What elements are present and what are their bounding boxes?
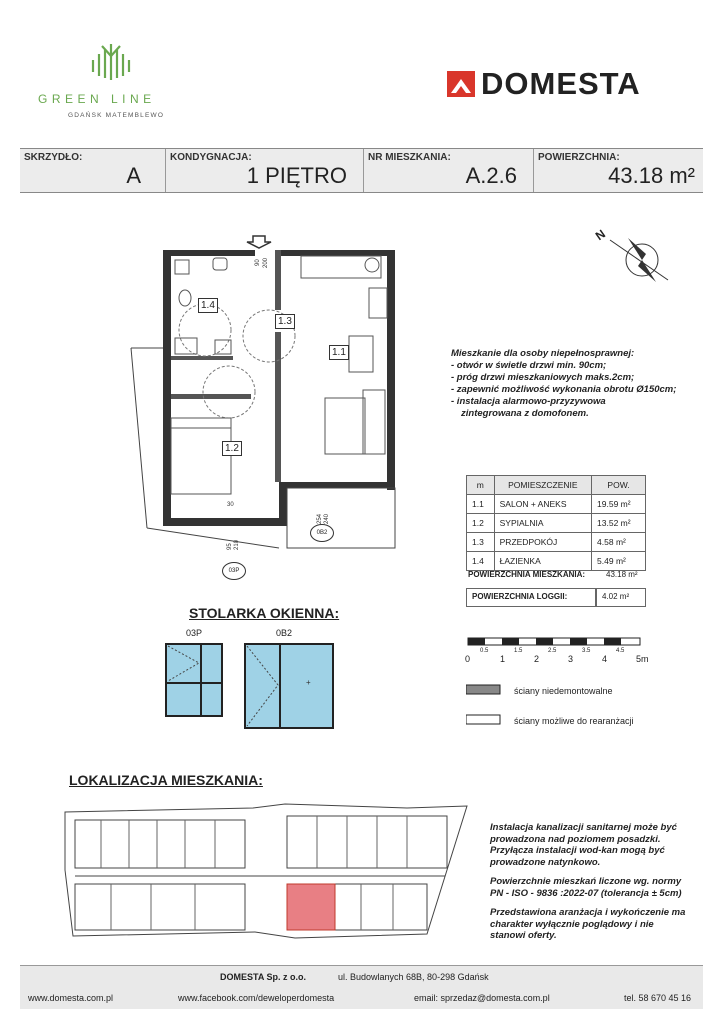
dim-balcony-door-width: 254 — [317, 513, 323, 524]
tag-03p: 03P — [222, 562, 246, 580]
room-label-1-1: 1.1 — [329, 345, 349, 360]
note-line: zintegrowana z domofonem. — [461, 408, 589, 419]
scale-tick-minor: 0.5 — [480, 648, 489, 654]
area-label: POWIERZCHNIA: — [538, 152, 620, 163]
scale-tick-minor: 3.5 — [582, 648, 591, 654]
table-row — [467, 552, 646, 571]
note-line: - próg drzwi mieszkaniowych maks.2cm; — [451, 372, 635, 383]
scale-tick: 2 — [534, 654, 540, 664]
highlighted-apartment — [287, 884, 335, 930]
floor-label: KONDYGNACJA: — [170, 152, 252, 163]
table-row — [467, 495, 646, 514]
dim-balcony-door-height: 240 — [324, 513, 330, 524]
footer-email-link[interactable]: email: sprzedaz@domesta.com.pl — [414, 993, 550, 1003]
note-line: - zapewnić możliwość wykonania obrotu Ø150cm; — [451, 384, 677, 395]
floor-plan — [125, 228, 415, 590]
location-plan — [55, 800, 475, 950]
disclaimer-line: Instalacja kanalizacji sanitarnej może być — [490, 822, 677, 833]
footer-address: ul. Budowlanych 68B, 80-298 Gdańsk — [338, 972, 489, 982]
disclaimer-line: Przyłącza instalacji wod-kan mogą być — [490, 845, 665, 856]
note-line: - otwór w świetle drzwi min. 90cm; — [451, 360, 607, 371]
apartment-number-value: A.2.6 — [465, 163, 517, 188]
tag-0b2: 0B2 — [310, 524, 334, 542]
room-no: 1.2 — [467, 514, 495, 533]
disclaimer-line: stanowi oferty. — [490, 930, 557, 941]
room-no: 1.3 — [467, 533, 495, 552]
disclaimer-line: prowadzona nad poziomem posadzki. — [490, 833, 661, 845]
disclaimer-line: Powierzchnie mieszkań liczone wg. normy — [490, 876, 682, 887]
scale-bar — [466, 636, 656, 670]
dim-window-height: 210 — [234, 539, 240, 550]
dim-window-width: 95 — [227, 543, 233, 550]
legend-removable-wall-label: ściany możliwe do rearanżacji — [514, 716, 634, 726]
window-0b2-drawing — [244, 643, 334, 729]
header-area: POW. — [592, 476, 646, 495]
table-row — [467, 533, 646, 552]
room-name: PRZEDPOKÓJ — [494, 533, 591, 552]
loggia-area-value: 4.02 m² — [596, 588, 646, 607]
dim-door-height: 200 — [263, 257, 269, 268]
footer — [20, 965, 703, 1009]
window-03p-label: 03P — [186, 628, 203, 638]
wing-cell — [20, 149, 166, 192]
rooms-table — [466, 475, 646, 571]
disclaimer-line: PN - ISO - 9836 :2022-07 (tolerancja ± 5cm) — [490, 887, 682, 899]
location-title: LOKALIZACJA MIESZKANIA: — [69, 772, 263, 788]
apartment-number-cell — [364, 149, 534, 192]
window-03p-drawing — [165, 643, 223, 717]
greenline-brand: GREEN LINE — [38, 92, 156, 106]
room-label-1-3: 1.3 — [275, 314, 295, 329]
note-line: - instalacja alarmowo-przyzywowa — [451, 396, 606, 407]
scale-tick: 1 — [500, 654, 506, 664]
room-area: 5.49 m² — [592, 552, 646, 571]
accessibility-note — [451, 348, 691, 420]
room-area: 13.52 m² — [592, 514, 646, 533]
room-area: 4.58 m² — [592, 533, 646, 552]
room-no: 1.1 — [467, 495, 495, 514]
legend-removable-wall-icon — [466, 714, 502, 726]
footer-facebook-link[interactable]: www.facebook.com/deweloperdomesta — [178, 993, 335, 1003]
area-cell — [534, 149, 703, 192]
disclaimer-line: charakter wyłącznie poglądowy i nie — [490, 918, 654, 930]
domesta-brand: DOMESTA — [481, 66, 641, 101]
header-no: m — [467, 476, 495, 495]
footer-company: DOMESTA Sp. z o.o. — [220, 972, 306, 982]
total-area-label: POWIERZCHNIA MIESZKANIA: — [468, 570, 586, 579]
room-name: ŁAZIENKA — [494, 552, 591, 571]
loggia-area-label: POWIERZCHNIA LOGGII: — [466, 588, 596, 607]
disclaimer — [490, 822, 710, 942]
table-row — [467, 514, 646, 533]
scale-tick: 3 — [568, 654, 574, 664]
svg-text:+: + — [306, 678, 311, 687]
apartment-number-label: NR MIESZKANIA: — [368, 152, 451, 163]
windows-title: STOLARKA OKIENNA: — [189, 605, 340, 621]
wing-label: SKRZYDŁO: — [24, 152, 83, 163]
disclaimer-line: prowadzone natynkowo. — [490, 856, 601, 868]
floor-value: 1 PIĘTRO — [246, 163, 347, 188]
domesta-logo — [447, 68, 641, 99]
scale-tick-minor: 1.5 — [514, 648, 523, 654]
legend-solid-wall-icon — [466, 684, 502, 696]
disclaimer-line: Przedstawiona aranżacja i wykończenie ma — [490, 907, 686, 918]
apartment-info-bar — [20, 148, 703, 193]
footer-phone: tel. 58 670 45 16 — [624, 993, 692, 1003]
footer-website-link[interactable]: www.domesta.com.pl — [28, 993, 114, 1003]
room-label-1-4: 1.4 — [198, 298, 218, 313]
room-label-1-2: 1.2 — [222, 441, 242, 456]
wing-value: A — [126, 163, 141, 188]
area-value: 43.18 m² — [608, 163, 695, 188]
greenline-subtitle: GDAŃSK MATEMBLEWO — [68, 112, 165, 119]
window-0b2-label: 0B2 — [276, 628, 293, 638]
room-name: SYPIALNIA — [494, 514, 591, 533]
table-header-row — [467, 476, 646, 495]
room-no: 1.4 — [467, 552, 495, 571]
scale-tick: 4 — [602, 654, 608, 664]
room-area: 19.59 m² — [592, 495, 646, 514]
domesta-logo-icon — [447, 71, 475, 97]
floor-cell — [166, 149, 364, 192]
note-line: Mieszkanie dla osoby niepełnosprawnej: — [451, 348, 635, 359]
total-area-value: 43.18 m² — [606, 570, 638, 579]
dim-door-width: 90 — [255, 259, 261, 266]
room-name: SALON + ANEKS — [494, 495, 591, 514]
header-room: POMIESZCZENIE — [494, 476, 591, 495]
scale-tick: 5m — [636, 654, 649, 664]
legend-solid-wall-label: ściany niedemontowalne — [514, 686, 613, 696]
dim-sill: 30 — [227, 502, 234, 508]
compass-north: N — [592, 226, 608, 244]
scale-tick-minor: 2.5 — [548, 648, 557, 654]
scale-tick: 0 — [465, 654, 471, 664]
greenline-logo-icon — [88, 40, 134, 84]
scale-tick-minor: 4.5 — [616, 648, 625, 654]
